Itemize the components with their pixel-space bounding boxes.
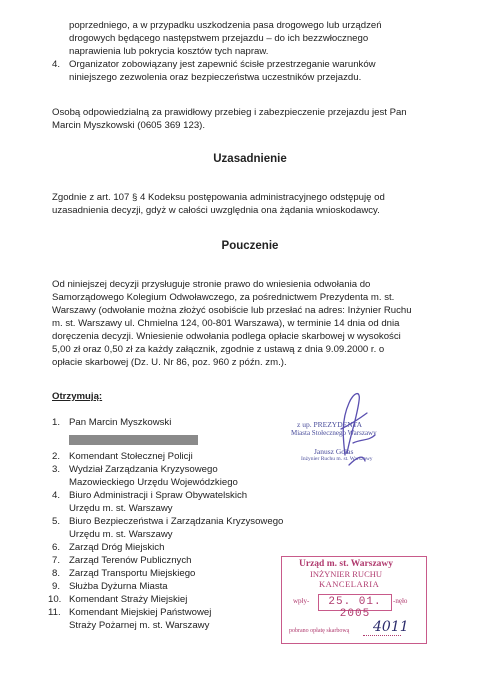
signature-stamp (283, 413, 413, 471)
receipt-stamp-date: 25. 01. 2005 (328, 596, 382, 620)
recipient-11-line-1: Komendant Miejskiej Państwowej (69, 607, 212, 618)
receipt-stamp-line-2: INŻYNIER RUCHU (310, 569, 383, 579)
continuation-line-2: drogowych będącego następstwem przejazdu – do ich bezzwłocznego (69, 33, 369, 44)
signature-stamp-name: Janusz Gołas (314, 447, 354, 456)
receipt-stamp-fee-label: pobrano opłatę skarbową (289, 628, 350, 634)
recipient-3-line-1: Wydział Zarządzania Kryzysowego (69, 464, 218, 475)
uzasadnienie-line-1: Zgodnie z art. 107 § 4 Kodeksu postępowania administracyjnego odstępuję od (52, 192, 385, 203)
recipient-11-line-2: Straży Pożarnej m. st. Warszawy (69, 620, 210, 631)
recipient-8-line-1: Zarząd Transportu Miejskiego (69, 568, 196, 579)
pouczenie-line-5: doręczenia decyzji. Wniesienie odwołania podlega opłacie skarbowej w wysokości (52, 331, 401, 342)
recipient-7-line-1: Zarząd Terenów Publicznych (69, 555, 192, 566)
pouczenie-line-2: Samorządowego Kolegium Odwoławczego, za pośrednictwem Prezydenta m. st. (52, 292, 395, 303)
item-4-line-2: niniejszego zezwolenia oraz bezpieczeństwa uczestników przejazdu. (69, 72, 362, 83)
handwritten-signature (283, 383, 413, 473)
pouczenie-line-6: 5,00 zł oraz 0,50 zł za każdy załącznik, zgodnie z ustawą z dnia 9.09.2000 r. o (52, 344, 385, 355)
receipt-stamp-date-box (318, 594, 392, 620)
continuation-line-1: poprzedniego, a w przypadku uszkodzenia pasa drogowego lub urządzeń (69, 20, 382, 31)
recipient-4-line-2: Urzędu m. st. Warszawy (69, 503, 173, 514)
item-4-line-1: Organizator zobowiązany jest zapewnić ścisłe przestrzeganie warunków (69, 59, 376, 70)
continuation-line-3: naprawienia lub pokrycia kosztów tych napraw. (69, 46, 269, 57)
pouczenie-line-7: opłacie skarbowej (Dz. U. Nr 86, poz. 960 z późn. zm.). (52, 357, 287, 368)
pouczenie-line-1: Od niniejszej decyzji przysługuje stronie prawo do wniesienia odwołania do (52, 279, 371, 290)
recipient-5-line-1: Biuro Bezpieczeństwa i Zarządzania Kryzysowego (69, 516, 284, 527)
receipt-stamp-fee-line (363, 635, 401, 636)
receipt-stamp-handwritten-number: 4011 (373, 619, 409, 635)
recipient-9-line-1: Służba Dyżurna Miasta (69, 581, 168, 592)
recipient-6-line-1: Zarząd Dróg Miejskich (69, 542, 165, 553)
item-4-number: 4. (52, 59, 61, 70)
responsible-line-1: Osobą odpowiedzialną za prawidłowy przebieg i zabezpieczenie przejazdu jest Pan (52, 107, 407, 118)
recipient-1-line-1: Pan Marcin Myszkowski (69, 417, 172, 428)
receipt-stamp-received-suffix: -nęło (393, 597, 408, 605)
receipt-stamp (281, 556, 427, 644)
receipt-stamp-received-label: wpły- (293, 597, 310, 605)
signature-stamp-line-2: Miasta Stołecznego Warszawy (291, 429, 377, 437)
recipient-10-line-1: Komendant Straży Miejskiej (69, 594, 188, 605)
uzasadnienie-line-2: uzasadnienia decyzji, gdyż w całości uwzględnia ona żądania wnioskodawcy. (52, 205, 380, 216)
recipient-7-number: 7. (52, 555, 61, 566)
recipient-11-number: 11. (48, 607, 61, 618)
recipient-3-number: 3. (52, 464, 61, 475)
recipient-2-line-1: Komendant Stołecznej Policji (69, 451, 193, 462)
recipient-4-line-1: Biuro Administracji i Spraw Obywatelskich (69, 490, 248, 501)
receipt-stamp-line-1: Urząd m. st. Warszawy (299, 559, 394, 569)
recipient-5-number: 5. (52, 516, 61, 527)
signature-stamp-line-1: z up. PREZYDENTA (297, 420, 363, 429)
signature-stamp-role: Inżynier Ruchu m. st. Warszawy (301, 456, 373, 462)
redacted-address-bar (69, 435, 198, 445)
pouczenie-line-4: m. st. Warszawy ul. Chmielna 124, 00-801 Warszawa), w terminie 14 dnia od dnia (52, 318, 400, 329)
recipient-2-number: 2. (52, 451, 61, 462)
pouczenie-line-3: Warszawy (odwołanie można złożyć osobiście lub przesłać na adres: Inżynier Ruchu (52, 305, 412, 316)
receipt-stamp-line-3: KANCELARIA (319, 579, 380, 589)
recipient-8-number: 8. (52, 568, 61, 579)
recipient-3-line-2: Mazowieckiego Urzędu Wojewódzkiego (69, 477, 238, 488)
uzasadnienie-heading: Uzasadnienie (213, 153, 287, 165)
recipient-6-number: 6. (52, 542, 61, 553)
recipient-10-number: 10. (48, 594, 62, 605)
recipient-4-number: 4. (52, 490, 61, 501)
recipient-9-number: 9. (52, 581, 61, 592)
recipient-1-number: 1. (52, 417, 61, 428)
recipient-5-line-2: Urzędu m. st. Warszawy (69, 529, 173, 540)
pouczenie-heading: Pouczenie (221, 240, 279, 252)
responsible-line-2: Marcin Myszkowski (0605 369 123). (52, 120, 206, 131)
recipients-label: Otrzymują: (52, 391, 103, 402)
